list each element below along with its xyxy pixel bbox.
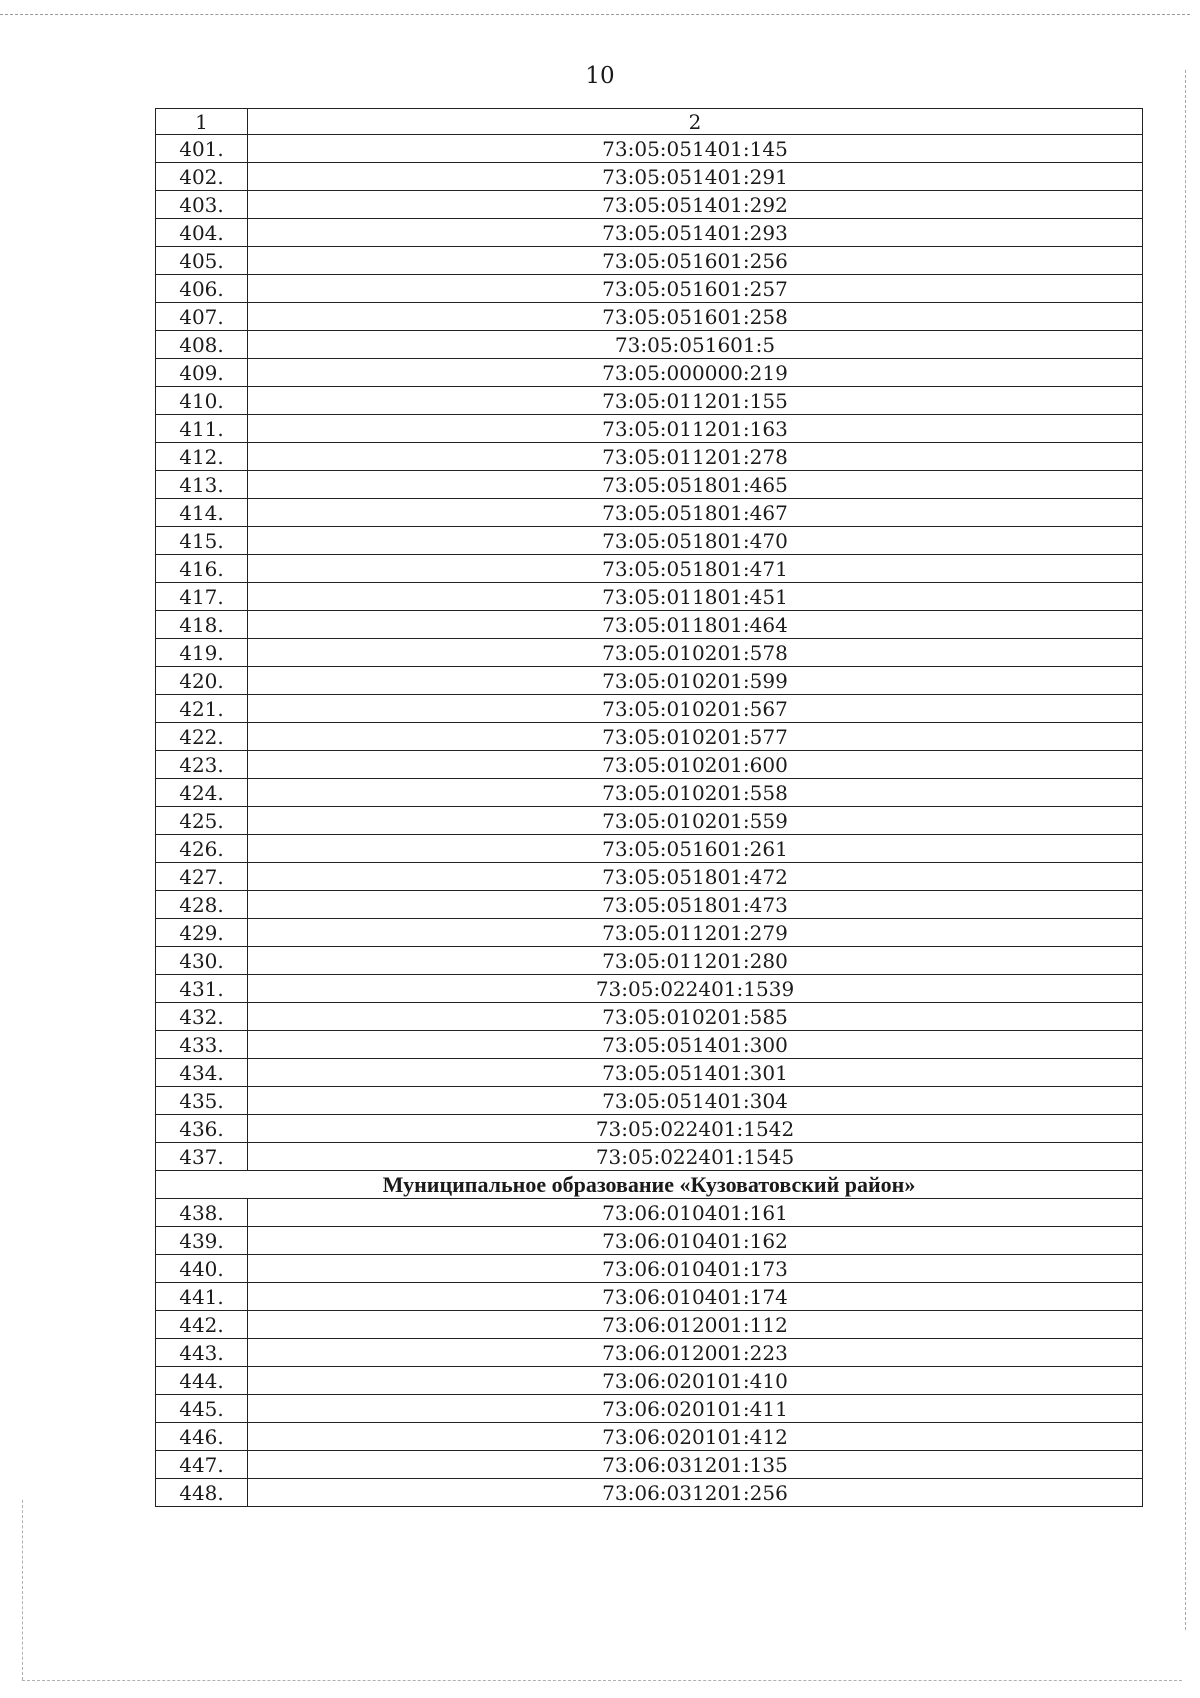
cadastral-number: 73:05:051801:467 xyxy=(248,499,1143,527)
scan-edge-top xyxy=(0,14,1190,15)
table-row xyxy=(156,835,1143,863)
table-row xyxy=(156,387,1143,415)
row-number: 418. xyxy=(156,611,248,639)
cadastral-number: 73:06:020101:412 xyxy=(248,1423,1143,1451)
table-row xyxy=(156,191,1143,219)
cadastral-number: 73:06:010401:173 xyxy=(248,1255,1143,1283)
row-number: 439. xyxy=(156,1227,248,1255)
cadastral-number: 73:06:031201:135 xyxy=(248,1451,1143,1479)
table-row xyxy=(156,947,1143,975)
row-number: 415. xyxy=(156,527,248,555)
table-row xyxy=(156,1059,1143,1087)
table-row xyxy=(156,1227,1143,1255)
table-row xyxy=(156,1423,1143,1451)
row-number: 414. xyxy=(156,499,248,527)
table-row xyxy=(156,1479,1143,1507)
row-number: 447. xyxy=(156,1451,248,1479)
table-row xyxy=(156,555,1143,583)
table-row xyxy=(156,331,1143,359)
cadastral-number: 73:05:011201:155 xyxy=(248,387,1143,415)
row-number: 434. xyxy=(156,1059,248,1087)
section-row xyxy=(156,1171,1143,1199)
row-number: 408. xyxy=(156,331,248,359)
cadastral-number: 73:05:051601:258 xyxy=(248,303,1143,331)
table-body xyxy=(156,109,1143,1507)
cadastral-number: 73:06:010401:162 xyxy=(248,1227,1143,1255)
row-number: 413. xyxy=(156,471,248,499)
row-number: 432. xyxy=(156,1003,248,1031)
cadastral-number: 73:05:051801:472 xyxy=(248,863,1143,891)
cadastral-number: 73:05:011201:279 xyxy=(248,919,1143,947)
scan-edge-right xyxy=(1185,70,1186,1630)
cadastral-number: 73:05:010201:585 xyxy=(248,1003,1143,1031)
row-number: 436. xyxy=(156,1115,248,1143)
cadastral-number: 73:05:011801:451 xyxy=(248,583,1143,611)
table-row xyxy=(156,667,1143,695)
row-number: 431. xyxy=(156,975,248,1003)
table-row xyxy=(156,751,1143,779)
row-number: 422. xyxy=(156,723,248,751)
table-row xyxy=(156,695,1143,723)
cadastral-number: 73:06:010401:174 xyxy=(248,1283,1143,1311)
cadastral-number: 73:05:051401:292 xyxy=(248,191,1143,219)
cadastral-number: 73:06:012001:223 xyxy=(248,1339,1143,1367)
row-number: 433. xyxy=(156,1031,248,1059)
row-number: 419. xyxy=(156,639,248,667)
cadastral-number: 73:05:051601:261 xyxy=(248,835,1143,863)
row-number: 445. xyxy=(156,1395,248,1423)
row-number: 443. xyxy=(156,1339,248,1367)
cadastral-number: 73:05:000000:219 xyxy=(248,359,1143,387)
table-row xyxy=(156,583,1143,611)
cadastral-number: 73:06:010401:161 xyxy=(248,1199,1143,1227)
cadastral-number: 73:05:051801:471 xyxy=(248,555,1143,583)
table-row xyxy=(156,527,1143,555)
cadastral-number: 73:05:051401:300 xyxy=(248,1031,1143,1059)
table-row xyxy=(156,863,1143,891)
table-row xyxy=(156,219,1143,247)
row-number: 430. xyxy=(156,947,248,975)
table-row xyxy=(156,975,1143,1003)
row-number: 437. xyxy=(156,1143,248,1171)
row-number: 404. xyxy=(156,219,248,247)
table-row xyxy=(156,499,1143,527)
row-number: 440. xyxy=(156,1255,248,1283)
table-row xyxy=(156,1395,1143,1423)
cadastral-number: 73:05:051401:301 xyxy=(248,1059,1143,1087)
table-row xyxy=(156,1283,1143,1311)
table-row xyxy=(156,779,1143,807)
cadastral-number: 73:06:020101:410 xyxy=(248,1367,1143,1395)
cadastral-number: 73:05:010201:600 xyxy=(248,751,1143,779)
cadastral-number: 73:05:010201:567 xyxy=(248,695,1143,723)
table-row xyxy=(156,891,1143,919)
row-number: 403. xyxy=(156,191,248,219)
cadastral-number: 73:05:051401:291 xyxy=(248,163,1143,191)
cadastral-number: 73:05:051801:465 xyxy=(248,471,1143,499)
cadastral-number: 73:06:031201:256 xyxy=(248,1479,1143,1507)
table-row xyxy=(156,1255,1143,1283)
row-number: 438. xyxy=(156,1199,248,1227)
table-row xyxy=(156,1367,1143,1395)
row-number: 402. xyxy=(156,163,248,191)
table-row xyxy=(156,275,1143,303)
cadastral-number: 73:05:011201:278 xyxy=(248,443,1143,471)
cadastral-number: 73:06:020101:411 xyxy=(248,1395,1143,1423)
table-row xyxy=(156,303,1143,331)
row-number: 426. xyxy=(156,835,248,863)
cadastral-number: 73:05:011801:464 xyxy=(248,611,1143,639)
table-row xyxy=(156,639,1143,667)
cadastral-number: 73:05:010201:558 xyxy=(248,779,1143,807)
row-number: 446. xyxy=(156,1423,248,1451)
table-row xyxy=(156,247,1143,275)
table-row xyxy=(156,611,1143,639)
row-number: 405. xyxy=(156,247,248,275)
row-number: 411. xyxy=(156,415,248,443)
cadastral-number: 73:05:051601:256 xyxy=(248,247,1143,275)
cadastral-number: 73:05:010201:577 xyxy=(248,723,1143,751)
table-row xyxy=(156,443,1143,471)
row-number: 407. xyxy=(156,303,248,331)
cadastral-number: 73:05:051801:473 xyxy=(248,891,1143,919)
row-number: 424. xyxy=(156,779,248,807)
cadastral-number: 73:05:010201:559 xyxy=(248,807,1143,835)
section-title: Муниципальное образование «Кузоватовский район» xyxy=(156,1171,1143,1199)
table-row xyxy=(156,359,1143,387)
cadastral-number: 73:05:051401:293 xyxy=(248,219,1143,247)
table-row xyxy=(156,1143,1143,1171)
cadastral-number: 73:05:010201:578 xyxy=(248,639,1143,667)
row-number: 416. xyxy=(156,555,248,583)
table-row xyxy=(156,1199,1143,1227)
page-number: 10 xyxy=(585,63,615,89)
table-row xyxy=(156,1087,1143,1115)
row-number: 427. xyxy=(156,863,248,891)
row-number: 406. xyxy=(156,275,248,303)
row-number: 429. xyxy=(156,919,248,947)
table-row xyxy=(156,471,1143,499)
row-number: 435. xyxy=(156,1087,248,1115)
table-row xyxy=(156,1311,1143,1339)
table-row xyxy=(156,723,1143,751)
cadastral-number: 73:05:011201:280 xyxy=(248,947,1143,975)
scan-edge-left xyxy=(22,1500,23,1680)
table-row xyxy=(156,1115,1143,1143)
row-number: 420. xyxy=(156,667,248,695)
header-col-2: 2 xyxy=(248,109,1143,135)
table-row xyxy=(156,135,1143,163)
row-number: 428. xyxy=(156,891,248,919)
scan-edge-bottom xyxy=(22,1680,1182,1681)
row-number: 441. xyxy=(156,1283,248,1311)
cadastral-number: 73:05:051601:5 xyxy=(248,331,1143,359)
row-number: 444. xyxy=(156,1367,248,1395)
row-number: 401. xyxy=(156,135,248,163)
row-number: 421. xyxy=(156,695,248,723)
row-number: 410. xyxy=(156,387,248,415)
cadastral-number: 73:06:012001:112 xyxy=(248,1311,1143,1339)
table-row xyxy=(156,919,1143,947)
row-number: 442. xyxy=(156,1311,248,1339)
cadastral-number: 73:05:022401:1539 xyxy=(248,975,1143,1003)
row-number: 423. xyxy=(156,751,248,779)
row-number: 448. xyxy=(156,1479,248,1507)
row-number: 409. xyxy=(156,359,248,387)
cadastral-number: 73:05:010201:599 xyxy=(248,667,1143,695)
cadastral-number: 73:05:022401:1542 xyxy=(248,1115,1143,1143)
table-row xyxy=(156,1003,1143,1031)
row-number: 417. xyxy=(156,583,248,611)
table-row xyxy=(156,1031,1143,1059)
header-col-1: 1 xyxy=(156,109,248,135)
table-row xyxy=(156,163,1143,191)
table-row xyxy=(156,807,1143,835)
table-row xyxy=(156,1339,1143,1367)
row-number: 425. xyxy=(156,807,248,835)
cadastral-table xyxy=(155,108,1143,1507)
table-row xyxy=(156,415,1143,443)
cadastral-number: 73:05:051401:304 xyxy=(248,1087,1143,1115)
cadastral-number: 73:05:051801:470 xyxy=(248,527,1143,555)
cadastral-number: 73:05:051401:145 xyxy=(248,135,1143,163)
table-row xyxy=(156,1451,1143,1479)
cadastral-number: 73:05:011201:163 xyxy=(248,415,1143,443)
table-header-row xyxy=(156,109,1143,135)
row-number: 412. xyxy=(156,443,248,471)
cadastral-number: 73:05:051601:257 xyxy=(248,275,1143,303)
cadastral-number: 73:05:022401:1545 xyxy=(248,1143,1143,1171)
